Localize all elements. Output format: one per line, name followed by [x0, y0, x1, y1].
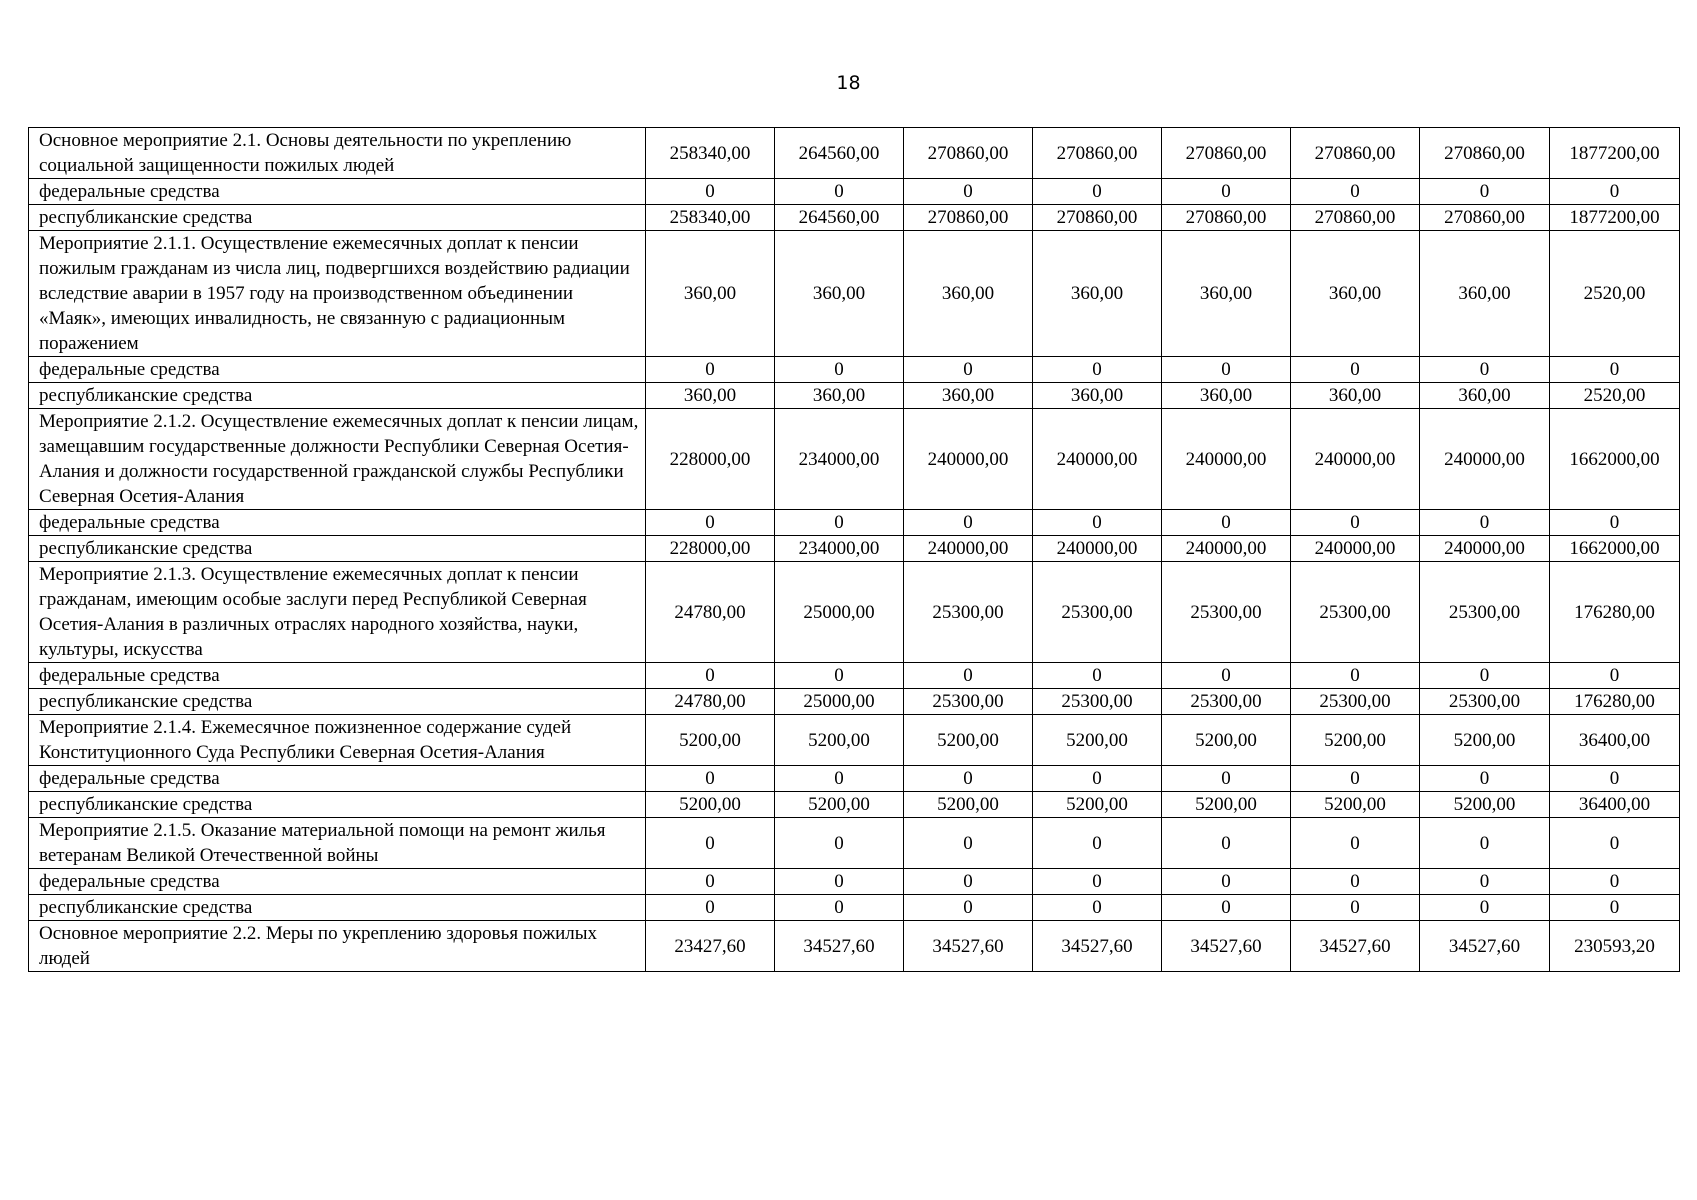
table-cell: 270860,00	[1291, 128, 1420, 179]
table-cell: 5200,00	[1162, 715, 1291, 766]
table-cell: 240000,00	[1033, 409, 1162, 510]
table-cell: 0	[1420, 179, 1550, 205]
table-cell: 230593,20	[1550, 921, 1680, 972]
table-cell: 5200,00	[1420, 792, 1550, 818]
table-cell: 34527,60	[904, 921, 1033, 972]
table-cell: 0	[1420, 766, 1550, 792]
table-cell: 5200,00	[904, 792, 1033, 818]
row-label: федеральные средства	[29, 357, 646, 383]
table-cell: 5200,00	[646, 792, 775, 818]
table-cell: 0	[1162, 818, 1291, 869]
table-cell: 176280,00	[1550, 562, 1680, 663]
table-cell: 5200,00	[1420, 715, 1550, 766]
table-cell: 360,00	[1420, 231, 1550, 357]
table-cell: 270860,00	[1033, 205, 1162, 231]
table-cell: 0	[1291, 869, 1420, 895]
row-label: Мероприятие 2.1.5. Оказание материальной помощи на ремонт жилья ветеранам Великой Отечественной войны	[29, 818, 646, 869]
table-cell: 0	[775, 357, 904, 383]
table-cell: 25300,00	[1162, 562, 1291, 663]
table-cell: 25300,00	[1162, 689, 1291, 715]
budget-table-body	[29, 128, 1680, 972]
table-cell: 360,00	[904, 231, 1033, 357]
table-cell: 0	[646, 357, 775, 383]
table-cell: 0	[1033, 179, 1162, 205]
table-cell: 0	[904, 357, 1033, 383]
row-label: федеральные средства	[29, 663, 646, 689]
row-label: республиканские средства	[29, 536, 646, 562]
table-cell: 5200,00	[775, 792, 904, 818]
table-cell: 5200,00	[1291, 792, 1420, 818]
row-label: республиканские средства	[29, 205, 646, 231]
table-cell: 0	[646, 663, 775, 689]
table-cell: 360,00	[646, 383, 775, 409]
table-cell: 5200,00	[1033, 792, 1162, 818]
table-cell: 34527,60	[1291, 921, 1420, 972]
table-row	[29, 715, 1680, 766]
table-row	[29, 921, 1680, 972]
table-cell: 258340,00	[646, 205, 775, 231]
row-label: республиканские средства	[29, 383, 646, 409]
table-cell: 0	[1550, 818, 1680, 869]
table-cell: 0	[904, 510, 1033, 536]
table-cell: 0	[904, 869, 1033, 895]
table-cell: 0	[1162, 869, 1291, 895]
table-cell: 0	[1420, 869, 1550, 895]
table-cell: 25000,00	[775, 562, 904, 663]
table-cell: 0	[1162, 357, 1291, 383]
table-cell: 0	[646, 818, 775, 869]
table-cell: 270860,00	[904, 205, 1033, 231]
table-cell: 5200,00	[1291, 715, 1420, 766]
table-cell: 360,00	[1291, 231, 1420, 357]
table-row	[29, 562, 1680, 663]
table-cell: 5200,00	[646, 715, 775, 766]
table-cell: 0	[1291, 357, 1420, 383]
table-cell: 1877200,00	[1550, 128, 1680, 179]
table-cell: 0	[1162, 895, 1291, 921]
row-label: Мероприятие 2.1.3. Осуществление ежемесячных доплат к пенсии гражданам, имеющим особые заслуги перед Республикой Северная Осетия-Алания в различных отраслях народного хозяйства, науки, культуры, искусства	[29, 562, 646, 663]
table-cell: 0	[1420, 357, 1550, 383]
table-cell: 0	[1420, 663, 1550, 689]
table-cell: 360,00	[1033, 383, 1162, 409]
table-row	[29, 766, 1680, 792]
table-row	[29, 205, 1680, 231]
table-cell: 0	[1550, 510, 1680, 536]
table-row	[29, 231, 1680, 357]
table-cell: 0	[904, 766, 1033, 792]
table-row	[29, 689, 1680, 715]
table-cell: 25300,00	[1033, 562, 1162, 663]
table-cell: 360,00	[1162, 231, 1291, 357]
table-cell: 24780,00	[646, 689, 775, 715]
table-cell: 0	[1033, 766, 1162, 792]
row-label: Мероприятие 2.1.1. Осуществление ежемесячных доплат к пенсии пожилым гражданам из числа лиц, подвергшихся воздействию радиации вследствие аварии в 1957 году на производственном объединении «Маяк», имеющих инвалидность, не связанную с радиационным поражением	[29, 231, 646, 357]
table-cell: 240000,00	[1291, 409, 1420, 510]
table-cell: 0	[1033, 357, 1162, 383]
row-label: федеральные средства	[29, 179, 646, 205]
table-cell: 0	[1291, 766, 1420, 792]
table-row	[29, 663, 1680, 689]
table-row	[29, 409, 1680, 510]
table-cell: 240000,00	[1033, 536, 1162, 562]
row-label: Основное мероприятие 2.1. Основы деятельности по укреплению социальной защищенности пожилых людей	[29, 128, 646, 179]
table-row	[29, 383, 1680, 409]
table-cell: 25300,00	[1291, 689, 1420, 715]
table-cell: 0	[1550, 663, 1680, 689]
table-cell: 270860,00	[1420, 205, 1550, 231]
table-cell: 25300,00	[1420, 689, 1550, 715]
table-cell: 0	[1033, 895, 1162, 921]
table-cell: 240000,00	[1420, 409, 1550, 510]
table-cell: 34527,60	[1033, 921, 1162, 972]
table-cell: 360,00	[646, 231, 775, 357]
table-cell: 360,00	[775, 383, 904, 409]
table-cell: 0	[646, 510, 775, 536]
table-cell: 25300,00	[1033, 689, 1162, 715]
row-label: федеральные средства	[29, 510, 646, 536]
table-cell: 5200,00	[904, 715, 1033, 766]
table-cell: 270860,00	[1162, 128, 1291, 179]
table-cell: 360,00	[1162, 383, 1291, 409]
table-cell: 0	[1033, 510, 1162, 536]
table-cell: 0	[1291, 663, 1420, 689]
table-row	[29, 536, 1680, 562]
table-cell: 25300,00	[904, 689, 1033, 715]
table-cell: 0	[646, 179, 775, 205]
table-cell: 0	[775, 766, 904, 792]
table-cell: 1662000,00	[1550, 536, 1680, 562]
table-cell: 34527,60	[1420, 921, 1550, 972]
table-cell: 240000,00	[1420, 536, 1550, 562]
table-cell: 0	[1550, 869, 1680, 895]
table-cell: 0	[904, 818, 1033, 869]
table-cell: 34527,60	[1162, 921, 1291, 972]
table-row	[29, 869, 1680, 895]
table-row	[29, 357, 1680, 383]
table-cell: 0	[1162, 663, 1291, 689]
table-cell: 0	[904, 895, 1033, 921]
table-cell: 240000,00	[1162, 409, 1291, 510]
table-cell: 0	[1162, 179, 1291, 205]
table-cell: 360,00	[904, 383, 1033, 409]
table-cell: 270860,00	[1162, 205, 1291, 231]
table-cell: 36400,00	[1550, 715, 1680, 766]
table-cell: 0	[775, 869, 904, 895]
table-cell: 240000,00	[1162, 536, 1291, 562]
table-cell: 0	[904, 179, 1033, 205]
table-cell: 2520,00	[1550, 383, 1680, 409]
table-cell: 25300,00	[1420, 562, 1550, 663]
table-cell: 23427,60	[646, 921, 775, 972]
table-cell: 0	[1291, 818, 1420, 869]
table-row	[29, 895, 1680, 921]
table-cell: 0	[646, 895, 775, 921]
table-cell: 0	[1420, 895, 1550, 921]
table-cell: 5200,00	[1033, 715, 1162, 766]
row-label: Мероприятие 2.1.4. Ежемесячное пожизненное содержание судей Конституционного Суда Республики Северная Осетия-Алания	[29, 715, 646, 766]
table-cell: 0	[1033, 869, 1162, 895]
table-cell: 0	[1550, 357, 1680, 383]
table-cell: 0	[646, 869, 775, 895]
table-row	[29, 510, 1680, 536]
table-cell: 0	[1550, 895, 1680, 921]
table-cell: 5200,00	[1162, 792, 1291, 818]
table-cell: 360,00	[775, 231, 904, 357]
table-cell: 0	[904, 663, 1033, 689]
table-cell: 24780,00	[646, 562, 775, 663]
table-cell: 0	[1033, 663, 1162, 689]
row-label: республиканские средства	[29, 689, 646, 715]
table-cell: 2520,00	[1550, 231, 1680, 357]
table-cell: 0	[1550, 179, 1680, 205]
table-cell: 0	[1291, 895, 1420, 921]
table-cell: 228000,00	[646, 536, 775, 562]
row-label: республиканские средства	[29, 792, 646, 818]
table-cell: 234000,00	[775, 409, 904, 510]
page-number: 18	[836, 72, 861, 94]
table-cell: 240000,00	[1291, 536, 1420, 562]
table-cell: 240000,00	[904, 536, 1033, 562]
table-cell: 0	[775, 510, 904, 536]
table-cell: 0	[775, 818, 904, 869]
table-row	[29, 818, 1680, 869]
table-cell: 0	[775, 663, 904, 689]
table-cell: 0	[1162, 510, 1291, 536]
row-label: Основное мероприятие 2.2. Меры по укреплению здоровья пожилых людей	[29, 921, 646, 972]
table-cell: 0	[1550, 766, 1680, 792]
table-cell: 0	[1291, 510, 1420, 536]
table-cell: 228000,00	[646, 409, 775, 510]
table-cell: 270860,00	[1033, 128, 1162, 179]
table-cell: 0	[1291, 179, 1420, 205]
table-cell: 1662000,00	[1550, 409, 1680, 510]
table-cell: 0	[1420, 818, 1550, 869]
table-cell: 5200,00	[775, 715, 904, 766]
row-label: федеральные средства	[29, 869, 646, 895]
row-label: Мероприятие 2.1.2. Осуществление ежемесячных доплат к пенсии лицам, замещавшим государственные должности Республики Северная Осетия-Алания и должности государственной гражданской службы Республики Северная Осетия-Алания	[29, 409, 646, 510]
table-cell: 360,00	[1033, 231, 1162, 357]
table-cell: 360,00	[1291, 383, 1420, 409]
row-label: федеральные средства	[29, 766, 646, 792]
table-cell: 240000,00	[904, 409, 1033, 510]
table-cell: 36400,00	[1550, 792, 1680, 818]
table-cell: 1877200,00	[1550, 205, 1680, 231]
row-label: республиканские средства	[29, 895, 646, 921]
table-cell: 0	[1033, 818, 1162, 869]
table-cell: 270860,00	[904, 128, 1033, 179]
table-cell: 0	[646, 766, 775, 792]
table-cell: 25300,00	[1291, 562, 1420, 663]
table-cell: 176280,00	[1550, 689, 1680, 715]
table-cell: 0	[1420, 510, 1550, 536]
table-row	[29, 179, 1680, 205]
table-cell: 258340,00	[646, 128, 775, 179]
table-cell: 0	[1162, 766, 1291, 792]
table-cell: 25300,00	[904, 562, 1033, 663]
budget-table	[28, 127, 1680, 972]
table-cell: 0	[775, 895, 904, 921]
table-cell: 34527,60	[775, 921, 904, 972]
table-cell: 270860,00	[1420, 128, 1550, 179]
table-cell: 360,00	[1420, 383, 1550, 409]
table-cell: 264560,00	[775, 205, 904, 231]
table-cell: 270860,00	[1291, 205, 1420, 231]
table-cell: 25000,00	[775, 689, 904, 715]
table-cell: 234000,00	[775, 536, 904, 562]
table-cell: 0	[775, 179, 904, 205]
table-row	[29, 128, 1680, 179]
table-cell: 264560,00	[775, 128, 904, 179]
table-row	[29, 792, 1680, 818]
